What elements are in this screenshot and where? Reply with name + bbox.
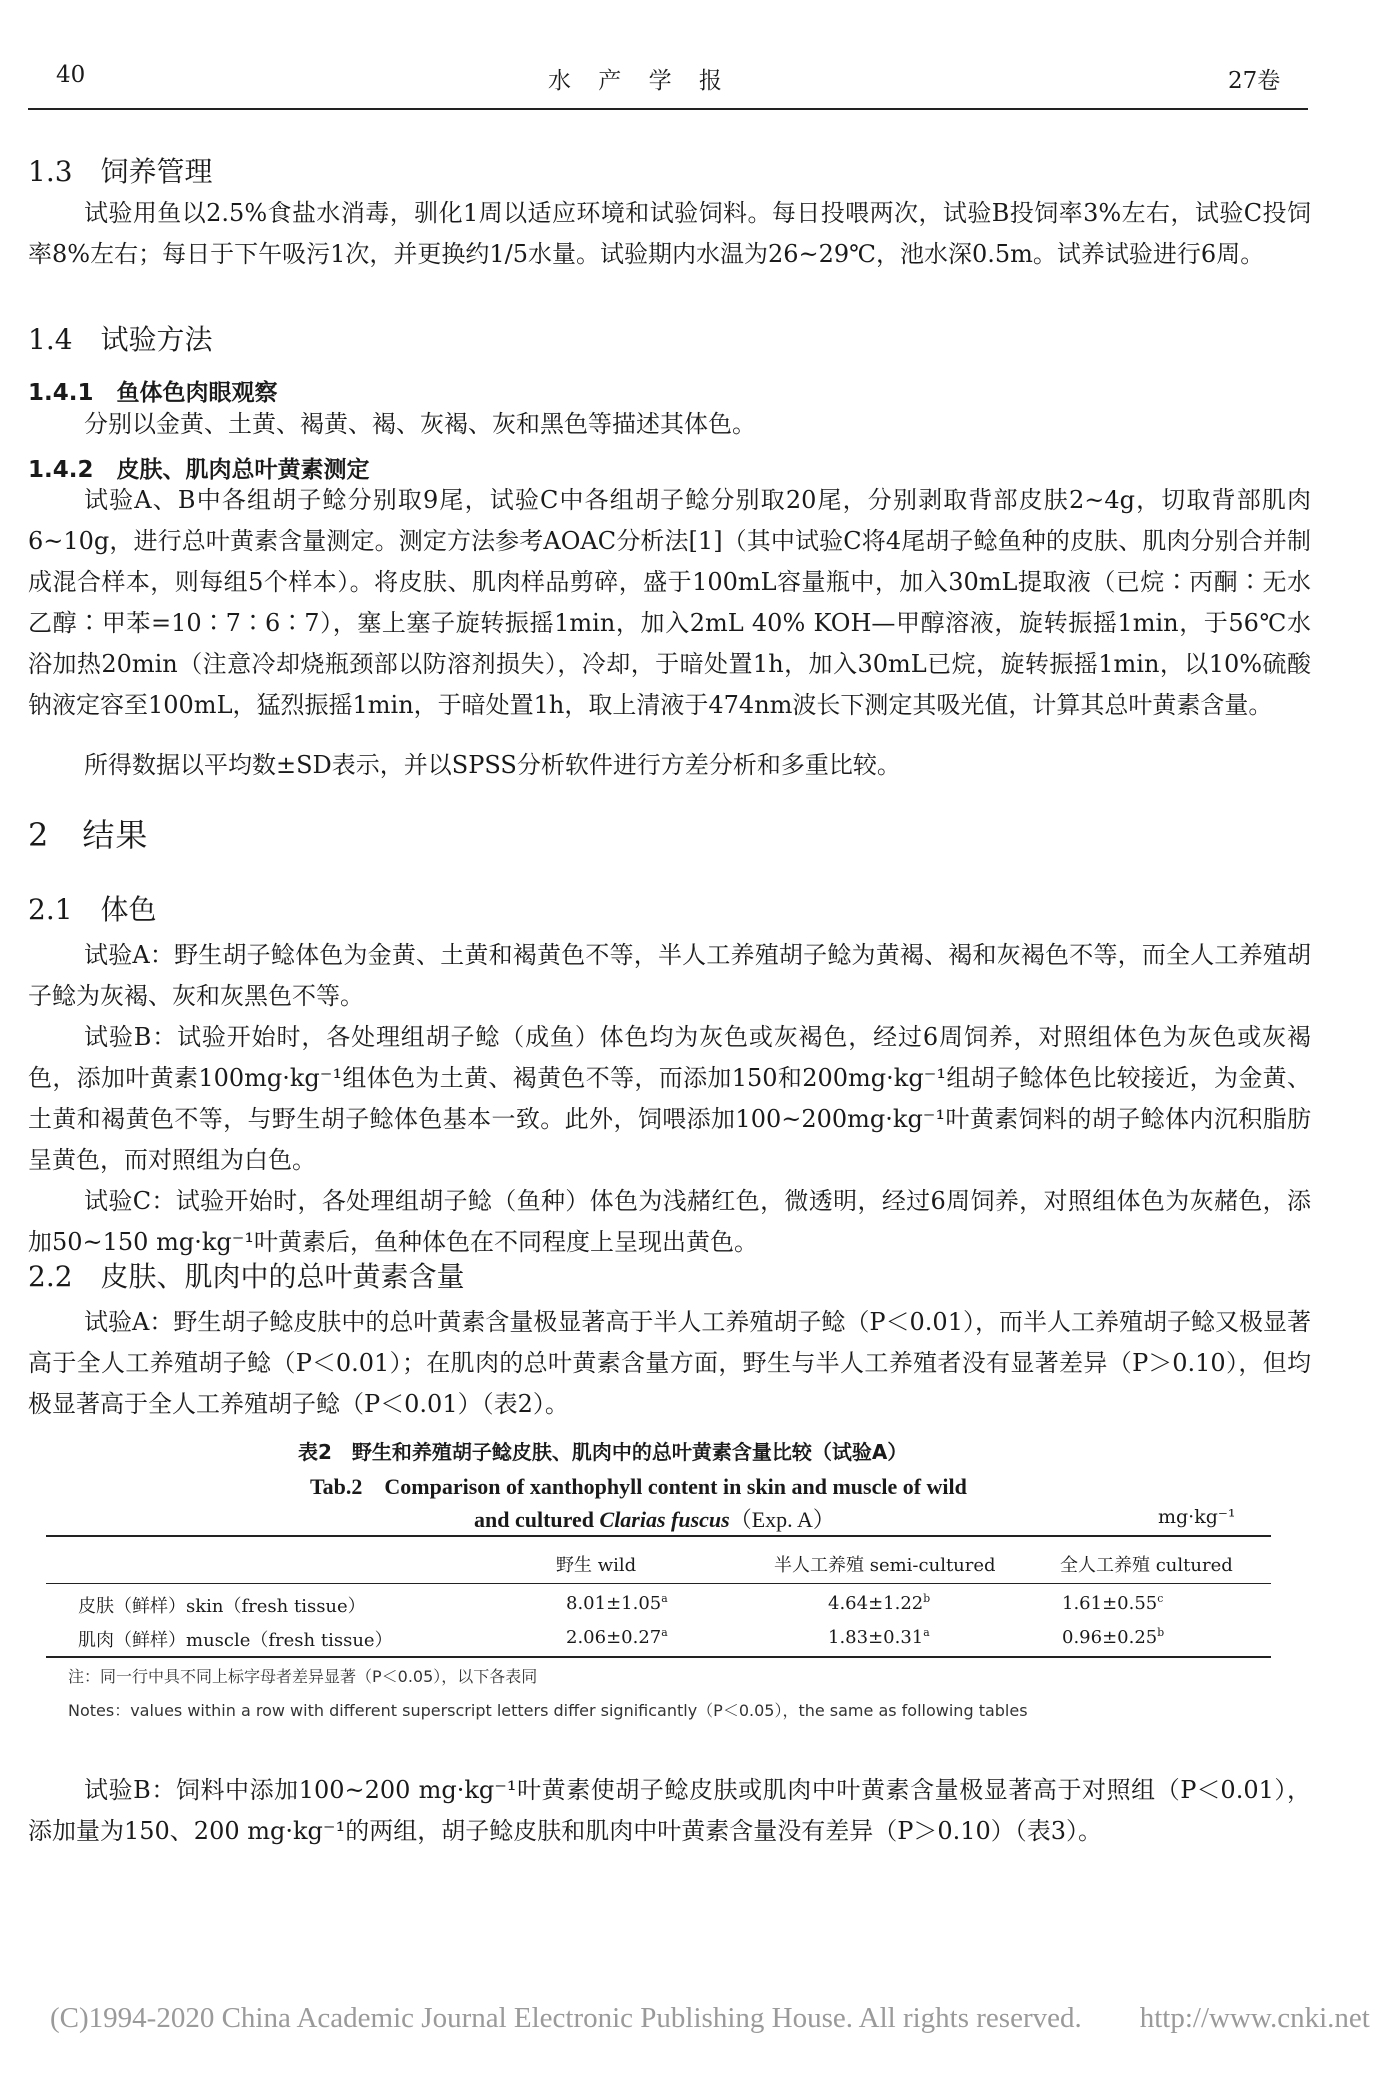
table2-caption-en-2: and cultured Clarias fuscus（Exp. A） [474,1507,835,1532]
paragraph-2-1-exp-c: 试验C：试验开始时，各处理组胡子鲶（鱼种）体色为浅赭红色，微透明，经过6周饲养，对照组体色为灰赭色，添加50~150 mg·kg⁻¹叶黄素后，鱼种体色在不同程度上呈现出黄色。 [28,1187,1311,1256]
table2-col-wild: 野生 wild [556,1555,637,1576]
table2-caption-cn: 表2 野生和养殖胡子鲶皮肤、肌肉中的总叶黄素含量比较（试验A） [298,1440,908,1464]
table2-caption-en-1: Tab.2 Comparison of xanthophyll content in skin and muscle of wild [310,1474,967,1499]
table2-muscle-semi: 1.83±0.31$^a$ [828,1626,930,1648]
table2-header-rule [46,1583,1271,1584]
table2-unit: mg·kg⁻¹ [1158,1506,1236,1528]
paragraph-1-4-2-stats: 所得数据以平均数±SD表示，并以SPSS分析软件进行方差分析和多重比较。 [84,751,901,779]
heading-1-3: 1.3 饲养管理 [28,155,213,188]
table2-col-cultured: 全人工养殖 cultured [1060,1555,1233,1576]
table2-row-skin-label: 皮肤（鲜样）skin（fresh tissue） [78,1596,366,1617]
paragraph-2-2-exp-a: 试验A：野生胡子鲶皮肤中的总叶黄素含量极显著高于半人工养殖胡子鲶（P＜0.01），而半人工养殖胡子鲶又极显著高于全人工养殖胡子鲶（P＜0.01）；在肌肉的总叶黄素含量方面，野生与半人工养殖者没有显著差异（P＞0.10），但均极显著高于全人工养殖胡子鲶（P＜0.01）（表2）。 [28,1308,1311,1418]
paragraph-1-4-2-method: 试验A、B中各组胡子鲶分别取9尾，试验C中各组胡子鲶分别取20尾，分别剥取背部皮肤2~4g，切取背部肌肉6~10g，进行总叶黄素含量测定。测定方法参考AOAC分析法[1]（其中试验C将4尾胡子鲶鱼种的皮肤、肌肉分别合并制成混合样本，则每组5个样本）。将皮肤、肌肉样品剪碎，盛于100mL容量瓶中，加入30mL提取液（已烷∶丙酮∶无水乙醇∶甲苯=10∶7∶6∶7），塞上塞子旋转振摇1min，加入2mL 40% KOH—甲醇溶液，旋转振摇1min，于56℃水浴加热20min（注意冷却烧瓶颈部以防溶剂损失），冷却，于暗处置1h，加入30mL已烷，旋转振摇1min，以10%硫酸钠液定容至100mL，猛烈振摇1min，于暗处置1h，取上清液于474nm波长下测定其吸光值，计算其总叶黄素含量。 [28,486,1311,719]
paragraph-1-4-1: 分别以金黄、土黄、褐黄、褐、灰褐、灰和黑色等描述其体色。 [84,410,756,438]
heading-2-1: 2.1 体色 [28,893,157,926]
table2-skin-wild: 8.01±1.05$^a$ [566,1592,668,1614]
page-number: 40 [56,62,86,88]
paragraph-2-1-exp-b: 试验B：试验开始时，各处理组胡子鲶（成鱼）体色均为灰色或灰褐色，经过6周饲养，对照组体色为灰色或灰褐色，添加叶黄素100mg·kg⁻¹组体色为土黄、褐黄色不等，而添加150和200mg·kg⁻¹组胡子鲶体色比较接近，为金黄、土黄和褐黄色不等，与野生胡子鲶体色基本一致。此外，饲喂添加100~200mg·kg⁻¹叶黄素饲料的胡子鲶体内沉积脂肪呈黄色，而对照组为白色。 [28,1023,1311,1174]
heading-1-4: 1.4 试验方法 [28,323,213,356]
paragraph-1-3: 试验用鱼以2.5%食盐水消毒，驯化1周以适应环境和试验饲料。每日投喂两次，试验B投饲率3%左右，试验C投饲率8%左右；每日于下午吸污1次，并更换约1/5水量。试验期内水温为26~29℃，池水深0.5m。试养试验进行6周。 [28,199,1311,268]
copyright-footer: (C)1994-2020 China Academic Journal Electronic Publishing House. All rights reserved. http://www.cnki.net [50,2002,1370,2034]
table2-skin-semi: 4.64±1.22$^b$ [828,1592,931,1614]
table2-top-rule [46,1535,1271,1537]
journal-title: 水 产 学 报 [548,68,732,94]
table2-muscle-wild: 2.06±0.27$^a$ [566,1626,668,1648]
heading-1-4-2: 1.4.2 皮肤、肌肉总叶黄素测定 [28,457,370,483]
table2-note-cn: 注：同一行中具不同上标字母者差异显著（P＜0.05），以下各表同 [68,1667,538,1686]
table2-note-en: Notes：values within a row with different superscript letters differ significantly（P＜0.05），the same as following tables [68,1701,1028,1720]
volume-label: 27卷 [1228,68,1281,94]
heading-2-2: 2.2 皮肤、肌肉中的总叶黄素含量 [28,1260,465,1293]
paragraph-2-1-exp-a: 试验A：野生胡子鲶体色为金黄、土黄和褐黄色不等，半人工养殖胡子鲶为黄褐、褐和灰褐色不等，而全人工养殖胡子鲶为灰褐、灰和灰黑色不等。 [28,941,1311,1010]
table2-col-semi: 半人工养殖 semi-cultured [774,1555,996,1576]
paragraph-2-2-exp-b: 试验B：饲料中添加100~200 mg·kg⁻¹叶黄素使胡子鲶皮肤或肌肉中叶黄素含量极显著高于对照组（P＜0.01），添加量为150、200 mg·kg⁻¹的两组，胡子鲶皮肤和肌肉中叶黄素含量没有差异（P＞0.10）（表3）。 [28,1776,1311,1845]
table2-bottom-rule [46,1656,1271,1658]
table2-row-muscle-label: 肌肉（鲜样）muscle（fresh tissue） [78,1630,393,1651]
table2-skin-cultured: 1.61±0.55$^c$ [1062,1592,1164,1614]
heading-2: 2 结果 [28,816,149,854]
header-rule [28,108,1308,110]
heading-1-4-1: 1.4.1 鱼体色肉眼观察 [28,380,278,406]
table2-muscle-cultured: 0.96±0.25$^b$ [1062,1626,1165,1648]
